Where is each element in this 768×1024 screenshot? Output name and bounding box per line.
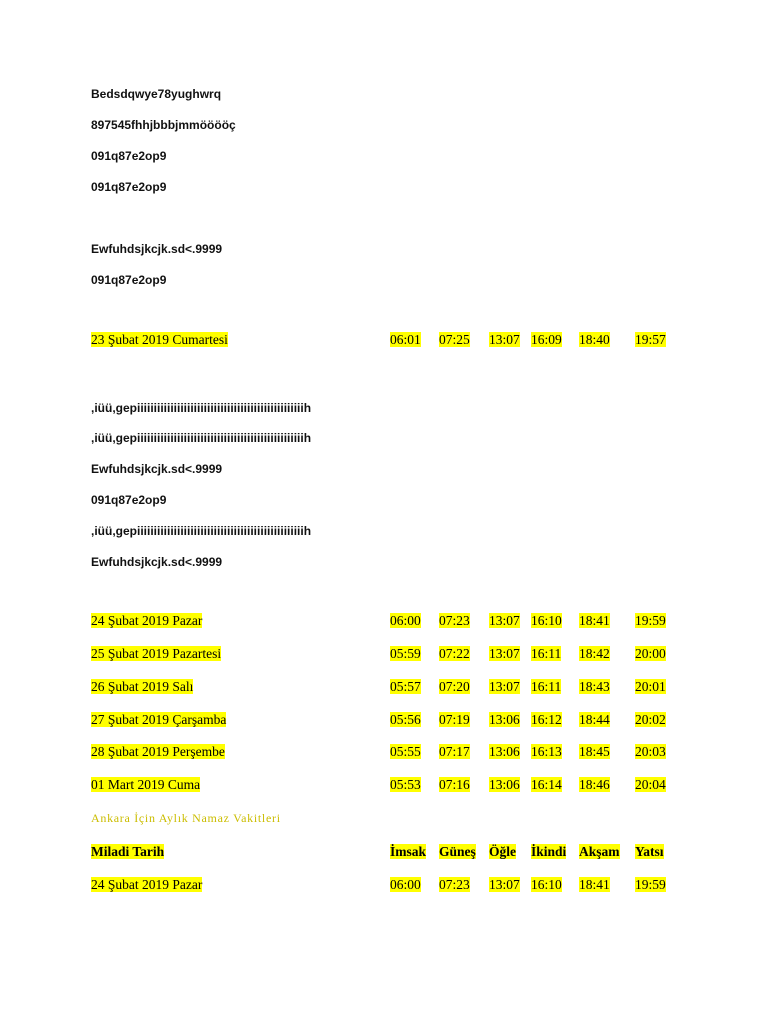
yatsi-time: 19:59 (635, 613, 666, 628)
imsak-time: 06:01 (390, 332, 421, 347)
aksam-time: 18:43 (579, 679, 610, 694)
imsak-time: 05:56 (390, 712, 421, 727)
date-cell: 27 Şubat 2019 Çarşamba (91, 712, 227, 727)
text-line: 091q87e2op9 (91, 273, 167, 287)
gunes-time: 07:22 (439, 646, 470, 661)
table-header-row (0, 844, 768, 859)
gunes-time: 07:20 (439, 679, 470, 694)
ikindi-time: 16:11 (531, 646, 562, 661)
text-line: 091q87e2op9 (91, 149, 167, 163)
header-gunes: Güneş (439, 844, 476, 859)
text-line: Bedsdqwye78yughwrq (91, 87, 222, 101)
imsak-time: 06:00 (390, 877, 421, 892)
date-cell: 24 Şubat 2019 Pazar (91, 877, 203, 892)
prayer-time-row (0, 679, 768, 694)
text-line: 091q87e2op9 (91, 493, 167, 507)
yatsi-time: 20:02 (635, 712, 666, 727)
ogle-time: 13:07 (489, 679, 520, 694)
ogle-time: 13:07 (489, 877, 520, 892)
yatsi-time: 20:03 (635, 744, 666, 759)
prayer-time-row (0, 332, 768, 347)
text-line: Ewfuhdsjkcjk.sd<.9999 (91, 555, 223, 569)
date-cell: 24 Şubat 2019 Pazar (91, 613, 203, 628)
ikindi-time: 16:13 (531, 744, 562, 759)
ogle-time: 13:06 (489, 777, 520, 792)
text-line: ,iüü,gepiiiiiiiiiiiiiiiiiiiiiiiiiiiiiiiiiiiiiiiiiiiiiiiiiih (91, 401, 312, 415)
date-cell: 28 Şubat 2019 Perşembe (91, 744, 225, 759)
yatsi-time: 20:00 (635, 646, 666, 661)
header-date: Miladi Tarih (91, 844, 165, 859)
imsak-time: 05:55 (390, 744, 421, 759)
date-cell: 23 Şubat 2019 Cumartesi (91, 332, 228, 347)
ikindi-time: 16:09 (531, 332, 562, 347)
ikindi-time: 16:10 (531, 877, 562, 892)
aksam-time: 18:46 (579, 777, 610, 792)
header-ogle: Öğle (489, 844, 516, 859)
header-aksam: Akşam (579, 844, 620, 859)
gunes-time: 07:16 (439, 777, 470, 792)
aksam-time: 18:41 (579, 877, 610, 892)
header-yatsi: Yatsı (635, 844, 664, 859)
text-line: 091q87e2op9 (91, 180, 167, 194)
gunes-time: 07:19 (439, 712, 470, 727)
prayer-time-row (0, 777, 768, 792)
gunes-time: 07:23 (439, 877, 470, 892)
ikindi-time: 16:11 (531, 679, 562, 694)
aksam-time: 18:40 (579, 332, 610, 347)
yatsi-time: 20:01 (635, 679, 666, 694)
text-line: ,iüü,gepiiiiiiiiiiiiiiiiiiiiiiiiiiiiiiiiiiiiiiiiiiiiiiiiiih (91, 524, 312, 538)
aksam-time: 18:45 (579, 744, 610, 759)
prayer-time-row (0, 744, 768, 759)
gunes-time: 07:23 (439, 613, 470, 628)
ogle-time: 13:07 (489, 332, 520, 347)
text-line: Ewfuhdsjkcjk.sd<.9999 (91, 462, 223, 476)
aksam-time: 18:42 (579, 646, 610, 661)
imsak-time: 05:57 (390, 679, 421, 694)
prayer-time-row (0, 646, 768, 661)
prayer-time-row (0, 712, 768, 727)
yatsi-time: 19:59 (635, 877, 666, 892)
gunes-time: 07:17 (439, 744, 470, 759)
ogle-time: 13:07 (489, 613, 520, 628)
ikindi-time: 16:14 (531, 777, 562, 792)
gunes-time: 07:25 (439, 332, 470, 347)
yatsi-time: 20:04 (635, 777, 666, 792)
date-cell: 25 Şubat 2019 Pazartesi (91, 646, 222, 661)
ogle-time: 13:07 (489, 646, 520, 661)
ogle-time: 13:06 (489, 712, 520, 727)
yatsi-time: 19:57 (635, 332, 666, 347)
ogle-time: 13:06 (489, 744, 520, 759)
date-cell: 26 Şubat 2019 Salı (91, 679, 194, 694)
imsak-time: 05:59 (390, 646, 421, 661)
header-ikindi: İkindi (531, 844, 567, 859)
aksam-time: 18:44 (579, 712, 610, 727)
imsak-time: 05:53 (390, 777, 421, 792)
table-row (0, 877, 768, 892)
prayer-time-row (0, 613, 768, 628)
aksam-time: 18:41 (579, 613, 610, 628)
ikindi-time: 16:12 (531, 712, 562, 727)
ikindi-time: 16:10 (531, 613, 562, 628)
section-title: Ankara İçin Aylık Namaz Vakitleri (91, 811, 281, 825)
header-imsak: İmsak (390, 844, 427, 859)
text-line: ,iüü,gepiiiiiiiiiiiiiiiiiiiiiiiiiiiiiiiiiiiiiiiiiiiiiiiiiih (91, 431, 312, 445)
date-cell: 01 Mart 2019 Cuma (91, 777, 201, 792)
text-line: Ewfuhdsjkcjk.sd<.9999 (91, 242, 223, 256)
text-line: 897545fhhjbbbjmmööööç (91, 118, 236, 132)
imsak-time: 06:00 (390, 613, 421, 628)
